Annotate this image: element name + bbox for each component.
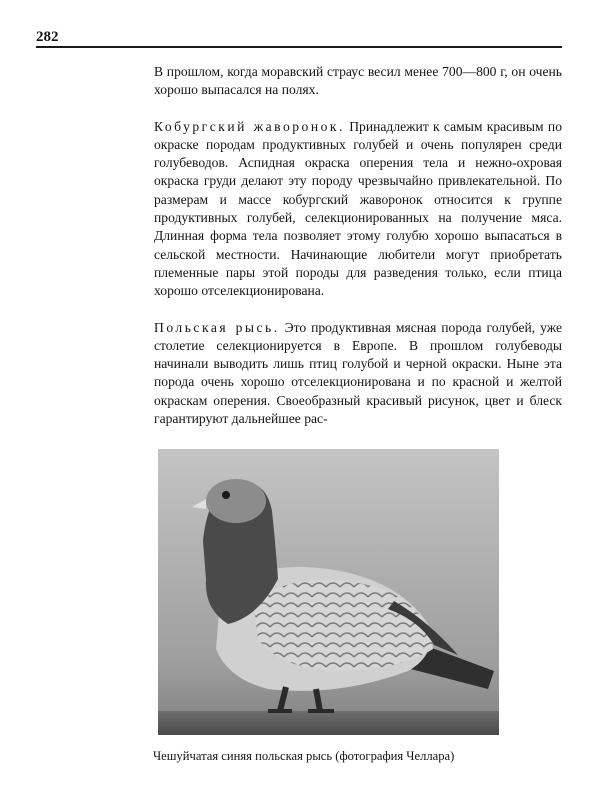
header-rule	[36, 46, 562, 48]
section-heading-coburg-lark: Кобургский жаворонок.	[154, 118, 345, 134]
pigeon-photo	[158, 449, 499, 735]
paragraph-text: Это продуктивная мясная порода голубей, уже столетие селекционируется в Европе. В прошлом голубеводы начинали выводить лишь птиц голубой и черной окраски. Ныне эта порода очень хорошо отселекционирована и по красной и желтой окраскам оперения. Своеобразный красивый рисунок, цвет и блеск гарантируют дальнейшее рас-	[154, 319, 562, 427]
body-text	[154, 63, 562, 446]
photo-ledge	[158, 711, 499, 735]
paragraph-text: В прошлом, когда моравский страус весил менее 700—800 г, он очень хорошо выпасался на полях.	[154, 64, 562, 98]
pigeon-illustration	[158, 449, 499, 735]
page-number: 282	[36, 29, 59, 45]
section-heading-polish-lynx: Польская рысь.	[154, 319, 280, 335]
figure-caption: Чешуйчатая синяя польская рысь (фотография Челлара)	[153, 749, 455, 763]
paragraph-moravian-strasser	[154, 63, 562, 100]
paragraph-coburg-lark	[154, 118, 562, 301]
paragraph-text: Принадлежит к самым красивым по окраске породам продуктивных голубей и очень популярен среди голубеводов. Аспидная окраска оперения тела и нежно-охровая окраска груди делают эту породу чрезвычайно привлекательной. По размерам и массе кобургский жаворонок относится к группе продуктивных голубей, селекционированных на получение мяса. Длинная форма тела позволяет этому голубю хорошо выпасаться в сельской местности. Начинающие любители могут приобретать племенные пары этой породы для разведения только, если птица хорошо отселекционирована.	[154, 118, 562, 299]
pigeon-eye	[222, 491, 230, 499]
pigeon-head	[206, 479, 266, 523]
paragraph-polish-lynx	[154, 319, 562, 429]
